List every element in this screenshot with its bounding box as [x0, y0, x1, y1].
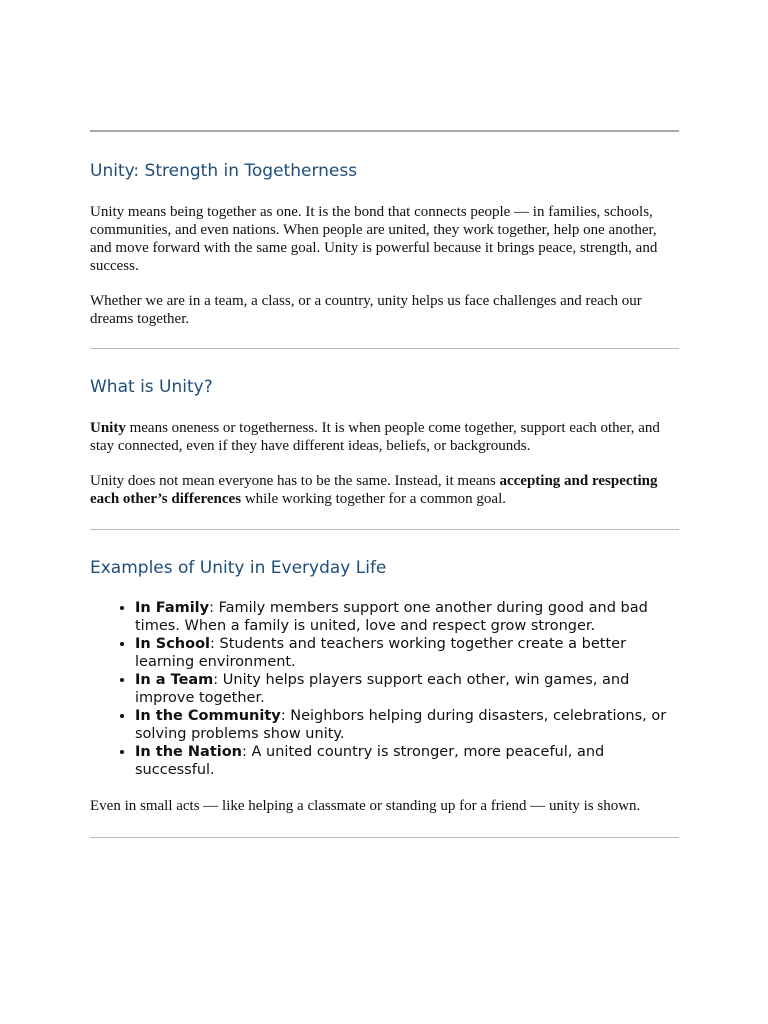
closing-paragraph: Even in small acts — like helping a classmate or standing up for a friend — unity is shown. [90, 798, 641, 814]
list-item [135, 671, 679, 707]
bold-phrase: accepting and respecting each other’s differences [90, 473, 658, 507]
item-label: In the Nation [135, 744, 243, 760]
item-text: : Family members support one another during good and bad times. When a family is united, love and respect grow stronger. [135, 600, 648, 634]
bold-term: Unity [90, 420, 126, 436]
differences-paragraph [90, 472, 679, 508]
item-label: In the Community [135, 708, 281, 724]
definition-paragraph [90, 419, 679, 455]
item-text: : Neighbors helping during disasters, celebrations, or solving problems show unity. [135, 708, 667, 742]
list-item [135, 599, 679, 635]
section-what-is-unity [90, 376, 679, 508]
list-item [135, 743, 679, 779]
item-label: In School [135, 636, 211, 652]
item-label: In a Team [135, 672, 214, 688]
paragraph-text: means oneness or togetherness. It is when people come together, support each other, and stay connected, even if they have different ideas, beliefs, or backgrounds. [90, 420, 660, 454]
section-heading: What is Unity? [90, 377, 213, 397]
paragraph-text: Unity does not mean everyone has to be the same. Instead, it means [90, 473, 500, 489]
intro-paragraph-1: Unity means being together as one. It is the bond that connects people — in families, schools, communities, and even nations. When people are united, they work together, help one another, and move forward with the same goal. Unity is powerful because it brings peace, strength, and success. [90, 204, 658, 274]
paragraph-text: while working together for a common goal. [241, 491, 506, 507]
section-intro [90, 160, 679, 328]
section-divider [90, 529, 679, 530]
section-heading: Examples of Unity in Everyday Life [90, 558, 387, 578]
item-text: : A united country is stronger, more peaceful, and successful. [135, 744, 605, 778]
list-item [135, 635, 679, 671]
item-label: In Family [135, 600, 210, 616]
item-text: : Unity helps players support each other, win games, and improve together. [135, 672, 630, 706]
section-heading: Unity: Strength in Togetherness [90, 161, 358, 181]
section-divider [90, 348, 679, 349]
examples-list [90, 599, 679, 779]
section-divider [90, 837, 679, 838]
intro-paragraph-2: Whether we are in a team, a class, or a country, unity helps us face challenges and reach our dreams together. [90, 293, 642, 327]
top-divider [90, 130, 679, 132]
item-text: : Students and teachers working together create a better learning environment. [135, 636, 627, 670]
list-item [135, 707, 679, 743]
section-examples [90, 557, 679, 815]
